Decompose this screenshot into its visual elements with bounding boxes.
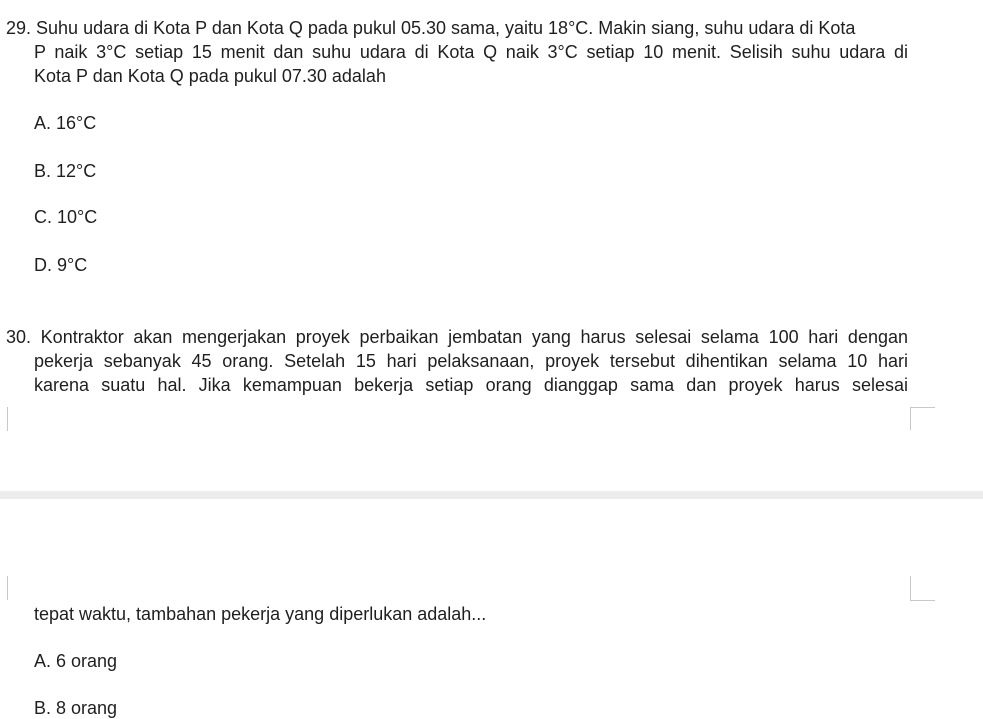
q29-line-1: 29. Suhu udara di Kota P dan Kota Q pada pukul 05.30 sama, yaitu 18°C. Makin siang, suhu udara di Kota xyxy=(6,18,856,38)
page-corner-mark-right-top xyxy=(910,407,935,430)
q29-option-b[interactable]: B. 12°C xyxy=(34,161,97,181)
q30-line-3: karena suatu hal. Jika kemampuan bekerja setiap orang dianggap sama dan proyek harus selesai xyxy=(34,375,908,395)
q30-option-b[interactable]: B. 8 orang xyxy=(34,698,118,718)
q29-line-3: Kota P dan Kota Q pada pukul 07.30 adalah xyxy=(34,66,386,86)
page-edge-mark-left-bottom xyxy=(7,576,8,600)
q30-line-2: pekerja sebanyak 45 orang. Setelah 15 hari pelaksanaan, proyek tersebut dihentikan selama 10 hari xyxy=(34,351,908,371)
q30-option-a[interactable]: A. 6 orang xyxy=(34,651,118,671)
q29-option-d[interactable]: D. 9°C xyxy=(34,255,88,275)
q30-line-1: 30. Kontraktor akan mengerjakan proyek perbaikan jembatan yang harus selesai selama 100 hari dengan xyxy=(6,327,908,347)
q29-option-c[interactable]: C. 10°C xyxy=(34,207,98,227)
page-edge-mark-left-top xyxy=(7,407,8,431)
page-corner-mark-right-bottom xyxy=(910,576,935,601)
q29-option-a[interactable]: A. 16°C xyxy=(34,113,97,133)
q29-line-2: P naik 3°C setiap 15 menit dan suhu udara di Kota Q naik 3°C setiap 10 menit. Selisih suhu udara di xyxy=(34,42,908,62)
page-break-separator xyxy=(0,491,983,499)
q30-line-4: tepat waktu, tambahan pekerja yang diperlukan adalah... xyxy=(34,604,487,624)
